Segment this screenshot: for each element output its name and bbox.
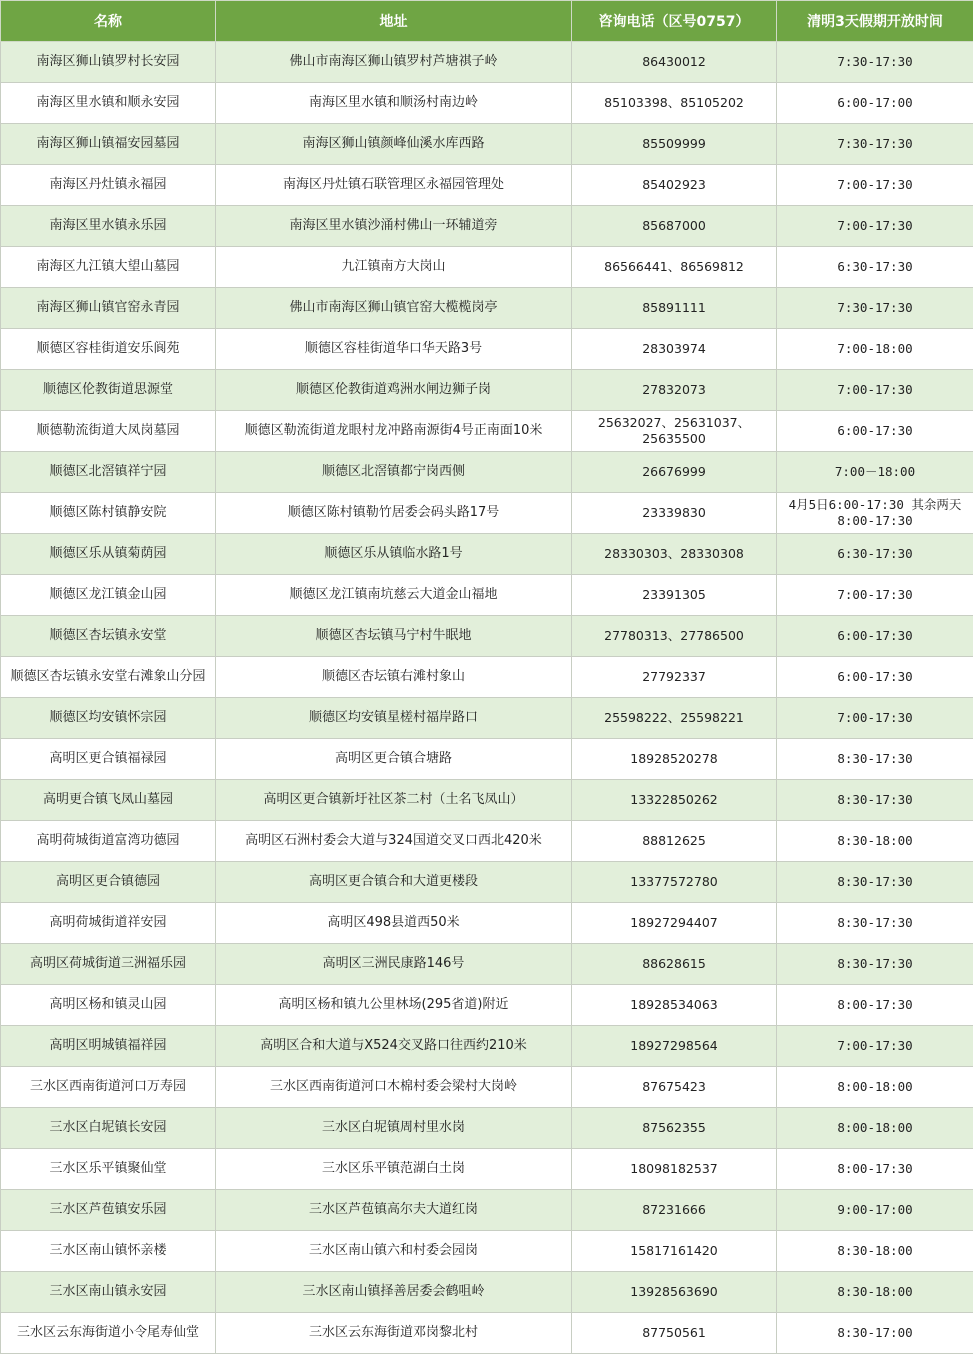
phone-cell: 18098182537 [572,1149,777,1190]
table-row [1,1272,973,1313]
hours-cell: 6:00-17:30 [777,616,973,657]
phone-cell: 85687000 [572,206,777,247]
cemetery-name-cell: 顺德勒流街道大凤岗墓园 [1,411,216,452]
phone-cell: 85509999 [572,124,777,165]
hours-cell: 7:00-18:00 [777,329,973,370]
hours-cell: 9:00-17:00 [777,1190,973,1231]
hours-cell: 8:30-18:00 [777,1231,973,1272]
cemetery-name-cell: 顺德区均安镇怀宗园 [1,698,216,739]
phone-cell: 86566441、86569812 [572,247,777,288]
table-row [1,985,973,1026]
cemetery-name-cell: 高明更合镇飞凤山墓园 [1,780,216,821]
address-cell: 佛山市南海区狮山镇官窑大榄榄岗亭 [216,288,572,329]
cemetery-name-cell: 三水区南山镇永安园 [1,1272,216,1313]
cemetery-name-cell: 南海区九江镇大望山墓园 [1,247,216,288]
hours-cell: 8:00-17:30 [777,1149,973,1190]
table-row [1,903,973,944]
address-cell: 三水区云东海街道邓岗黎北村 [216,1313,572,1354]
cemetery-name-cell: 三水区白坭镇长安园 [1,1108,216,1149]
cemetery-name-cell: 南海区里水镇和顺永安园 [1,83,216,124]
table-row [1,657,973,698]
address-cell: 九江镇南方大岗山 [216,247,572,288]
address-cell: 高明区更合镇合塘路 [216,739,572,780]
hours-cell: 7:00-17:30 [777,165,973,206]
phone-cell: 28303974 [572,329,777,370]
cemetery-name-cell: 南海区狮山镇罗村长安园 [1,42,216,83]
table-row [1,411,973,452]
cemetery-name-cell: 高明荷城街道富湾功德园 [1,821,216,862]
address-cell: 高明区更合镇新圩社区茶二村（土名飞凤山） [216,780,572,821]
hours-cell: 7:00-17:30 [777,575,973,616]
hours-cell: 6:30-17:30 [777,534,973,575]
cemetery-name-cell: 高明荷城街道祥安园 [1,903,216,944]
table-body [1,42,973,1354]
cemetery-name-cell: 三水区芦苞镇安乐园 [1,1190,216,1231]
table-row [1,370,973,411]
phone-cell: 87675423 [572,1067,777,1108]
phone-cell: 27832073 [572,370,777,411]
address-cell: 南海区狮山镇颜峰仙溪水库西路 [216,124,572,165]
phone-cell: 23391305 [572,575,777,616]
table-row [1,206,973,247]
address-cell: 三水区芦苞镇高尔夫大道红岗 [216,1190,572,1231]
hours-cell: 8:30-17:30 [777,862,973,903]
phone-cell: 13928563690 [572,1272,777,1313]
hours-cell: 7:30-17:30 [777,124,973,165]
hours-cell: 8:30-18:00 [777,1272,973,1313]
phone-cell: 25632027、25631037、25635500 [572,411,777,452]
table-row [1,329,973,370]
table-row [1,739,973,780]
address-cell: 高明区合和大道与X524交叉路口往西约210米 [216,1026,572,1067]
cemetery-name-cell: 三水区云东海街道小令尾寿仙堂 [1,1313,216,1354]
cemetery-name-cell: 南海区狮山镇官窑永青园 [1,288,216,329]
hours-cell: 7:00-17:30 [777,698,973,739]
hours-cell: 7:00-17:30 [777,206,973,247]
hours-cell: 8:30-17:00 [777,1313,973,1354]
hours-cell: 6:00-17:30 [777,411,973,452]
address-cell: 三水区西南街道河口木棉村委会梁村大岗岭 [216,1067,572,1108]
phone-cell: 86430012 [572,42,777,83]
cemetery-name-cell: 顺德区杏坛镇永安堂右滩象山分园 [1,657,216,698]
cemetery-name-cell: 高明区更合镇福禄园 [1,739,216,780]
table-row [1,1313,973,1354]
phone-cell: 28330303、28330308 [572,534,777,575]
hours-cell: 8:30-17:30 [777,903,973,944]
phone-cell: 26676999 [572,452,777,493]
address-cell: 高明区石洲村委会大道与324国道交叉口西北420米 [216,821,572,862]
hours-cell: 7:00-17:30 [777,370,973,411]
address-cell: 南海区丹灶镇石联管理区永福园管理处 [216,165,572,206]
table-row [1,534,973,575]
table-row [1,1231,973,1272]
hours-cell: 8:00-18:00 [777,1108,973,1149]
address-cell: 佛山市南海区狮山镇罗村芦塘祺子岭 [216,42,572,83]
table-row [1,1067,973,1108]
header-name: 名称 [1,1,216,42]
hours-cell: 6:30-17:30 [777,247,973,288]
cemetery-name-cell: 南海区里水镇永乐园 [1,206,216,247]
table-row [1,247,973,288]
table-row [1,1149,973,1190]
address-cell: 顺德区龙江镇南坑慈云大道金山福地 [216,575,572,616]
table-row [1,83,973,124]
table-row [1,1108,973,1149]
header-hours: 清明3天假期开放时间 [777,1,973,42]
address-cell: 顺德区勒流街道龙眼村龙冲路南源街4号正南面10米 [216,411,572,452]
phone-cell: 87231666 [572,1190,777,1231]
hours-cell: 6:00-17:00 [777,83,973,124]
table-row [1,698,973,739]
cemetery-name-cell: 南海区狮山镇福安园墓园 [1,124,216,165]
address-cell: 南海区里水镇沙涌村佛山一环辅道旁 [216,206,572,247]
table-row [1,821,973,862]
cemetery-name-cell: 高明区杨和镇灵山园 [1,985,216,1026]
header-phone: 咨询电话（区号0757） [572,1,777,42]
table-header [1,1,973,42]
address-cell: 高明区498县道西50米 [216,903,572,944]
address-cell: 高明区杨和镇九公里林场(295省道)附近 [216,985,572,1026]
address-cell: 高明区三洲民康路146号 [216,944,572,985]
address-cell: 顺德区陈村镇勒竹居委会码头路17号 [216,493,572,534]
hours-cell: 8:30-17:30 [777,739,973,780]
table-row [1,42,973,83]
phone-cell: 85402923 [572,165,777,206]
cemetery-name-cell: 高明区明城镇福祥园 [1,1026,216,1067]
address-cell: 顺德区北滘镇都宁岗西侧 [216,452,572,493]
hours-cell: 7:00－18:00 [777,452,973,493]
cemetery-name-cell: 顺德区伦教街道思源堂 [1,370,216,411]
hours-cell: 8:00-17:30 [777,985,973,1026]
table-row [1,780,973,821]
address-cell: 三水区南山镇六和村委会园岗 [216,1231,572,1272]
phone-cell: 87750561 [572,1313,777,1354]
address-cell: 顺德区杏坛镇右滩村象山 [216,657,572,698]
address-cell: 顺德区均安镇星槎村福岸路口 [216,698,572,739]
phone-cell: 27792337 [572,657,777,698]
hours-cell: 8:30-17:30 [777,780,973,821]
cemetery-name-cell: 高明区荷城街道三洲福乐园 [1,944,216,985]
table-row [1,124,973,165]
address-cell: 高明区更合镇合和大道更楼段 [216,862,572,903]
hours-cell: 4月5日6:00-17:30 其余两天8:00-17:30 [777,493,973,534]
phone-cell: 18928534063 [572,985,777,1026]
address-cell: 顺德区乐从镇临水路1号 [216,534,572,575]
cemetery-name-cell: 顺德区杏坛镇永安堂 [1,616,216,657]
table-row [1,944,973,985]
table-row [1,1190,973,1231]
cemetery-name-cell: 高明区更合镇德园 [1,862,216,903]
table-row [1,493,973,534]
address-cell: 顺德区杏坛镇马宁村牛眠地 [216,616,572,657]
cemetery-name-cell: 顺德区龙江镇金山园 [1,575,216,616]
address-cell: 三水区白坭镇周村里水岗 [216,1108,572,1149]
phone-cell: 18927298564 [572,1026,777,1067]
phone-cell: 23339830 [572,493,777,534]
table-row [1,165,973,206]
cemetery-name-cell: 南海区丹灶镇永福园 [1,165,216,206]
address-cell: 三水区南山镇择善居委会鹤咀岭 [216,1272,572,1313]
cemetery-name-cell: 顺德区北滘镇祥宁园 [1,452,216,493]
hours-cell: 8:30-17:30 [777,944,973,985]
table-row [1,575,973,616]
cemetery-name-cell: 顺德区陈村镇静安院 [1,493,216,534]
address-cell: 南海区里水镇和顺汤村南边岭 [216,83,572,124]
hours-cell: 8:00-18:00 [777,1067,973,1108]
phone-cell: 85103398、85105202 [572,83,777,124]
header-row [1,1,973,42]
cemetery-name-cell: 三水区南山镇怀亲楼 [1,1231,216,1272]
phone-cell: 88628615 [572,944,777,985]
address-cell: 顺德区伦教街道鸡洲水闸边狮子岗 [216,370,572,411]
cemetery-name-cell: 顺德区容桂街道安乐阆苑 [1,329,216,370]
table-row [1,1026,973,1067]
phone-cell: 25598222、25598221 [572,698,777,739]
cemetery-name-cell: 顺德区乐从镇菊荫园 [1,534,216,575]
phone-cell: 18928520278 [572,739,777,780]
hours-cell: 7:30-17:30 [777,42,973,83]
phone-cell: 85891111 [572,288,777,329]
cemetery-name-cell: 三水区西南街道河口万寿园 [1,1067,216,1108]
table-row [1,288,973,329]
phone-cell: 18927294407 [572,903,777,944]
hours-cell: 6:00-17:30 [777,657,973,698]
phone-cell: 13322850262 [572,780,777,821]
hours-cell: 8:30-18:00 [777,821,973,862]
address-cell: 顺德区容桂街道华口华天路3号 [216,329,572,370]
cemetery-name-cell: 三水区乐平镇聚仙堂 [1,1149,216,1190]
hours-cell: 7:00-17:30 [777,1026,973,1067]
hours-cell: 7:30-17:30 [777,288,973,329]
address-cell: 三水区乐平镇范湖白土岗 [216,1149,572,1190]
table-row [1,452,973,493]
table-row [1,616,973,657]
phone-cell: 27780313、27786500 [572,616,777,657]
table-row [1,862,973,903]
phone-cell: 88812625 [572,821,777,862]
phone-cell: 87562355 [572,1108,777,1149]
phone-cell: 15817161420 [572,1231,777,1272]
header-address: 地址 [216,1,572,42]
phone-cell: 13377572780 [572,862,777,903]
